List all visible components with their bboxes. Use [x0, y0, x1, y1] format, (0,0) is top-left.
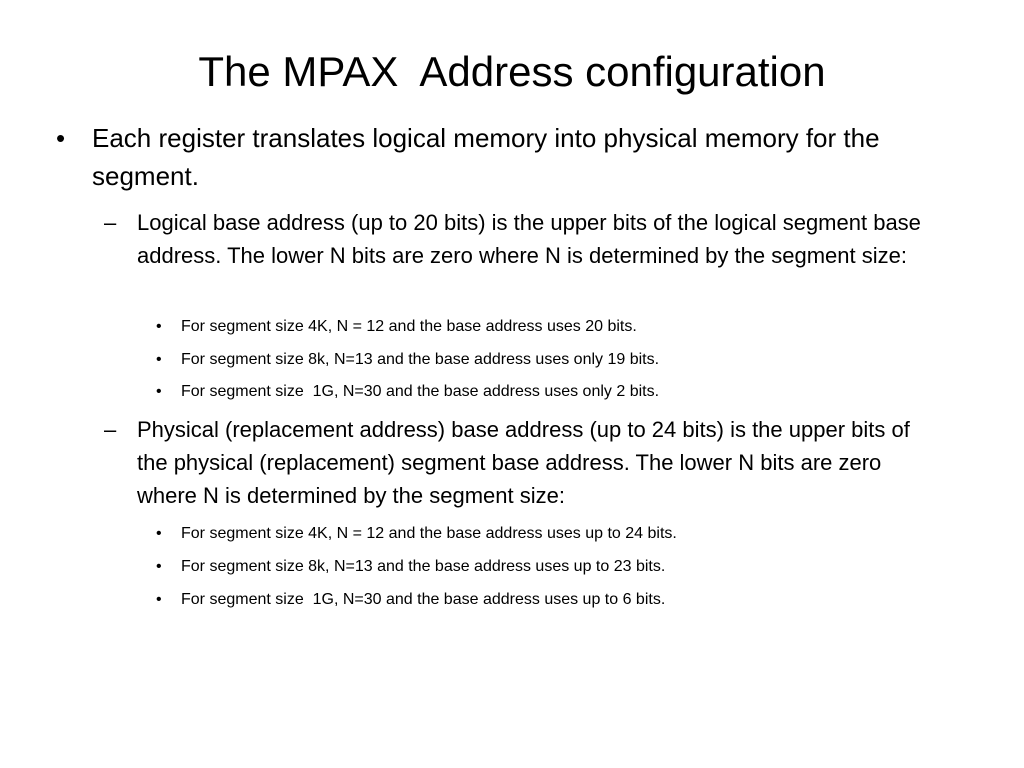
slide-title: The MPAX Address configuration: [198, 48, 826, 95]
logical-example-text: For segment size 1G, N=30 and the base address uses only 2 bits.: [181, 383, 660, 400]
bullet-marker: •: [156, 351, 162, 368]
bullet-marker: •: [156, 383, 162, 400]
bullet-marker: •: [56, 123, 66, 153]
logical-example-text: For segment size 4K, N = 12 and the base address uses 20 bits.: [181, 318, 637, 335]
dash-marker: –: [104, 210, 117, 235]
bullet-physical-text: Physical (replacement address) base address (up to 24 bits) is the upper bits of the physical (replacement) segment base address. The lower N bits are zero where N is determined by the segment size:: [137, 417, 910, 508]
dash-marker: –: [104, 417, 117, 442]
physical-example-text: For segment size 1G, N=30 and the base address uses up to 6 bits.: [181, 591, 666, 608]
bullet-marker: •: [156, 318, 162, 335]
physical-example-text: For segment size 4K, N = 12 and the base address uses up to 24 bits.: [181, 525, 677, 542]
physical-example-text: For segment size 8k, N=13 and the base address uses up to 23 bits.: [181, 558, 666, 575]
logical-example-text: For segment size 8k, N=13 and the base address uses only 19 bits.: [181, 351, 660, 368]
bullet-logical-text: Logical base address (up to 20 bits) is the upper bits of the logical segment base address. The lower N bits are zero where N is determined by the segment size:: [137, 210, 921, 268]
bullet-marker: •: [156, 525, 162, 542]
bullet-marker: •: [156, 558, 162, 575]
bullet-marker: •: [156, 591, 162, 608]
bullet-main-text: Each register translates logical memory into physical memory for the segment.: [92, 123, 880, 191]
